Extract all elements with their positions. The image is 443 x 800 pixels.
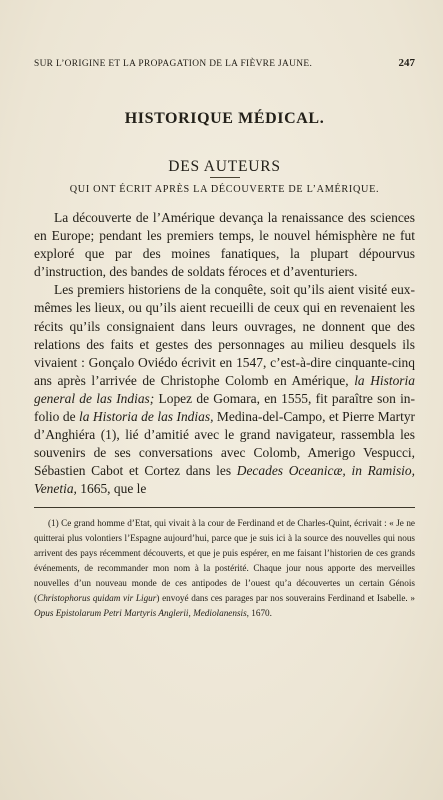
paragraph-1: La découverte de l’Amérique devança la renaissance des sciences en Europe; pendant les premiers temps, le nouvel hémisphère ne fut exploré que par des moines fanatiques, la plupart dépourvus d’instruction, des bandes de soldats féroces et d’aventuriers. — [34, 210, 415, 280]
book-title-historia-general: la Historia general de las Indias; — [34, 372, 415, 406]
section-title: HISTORIQUE MÉDICAL. — [124, 110, 325, 127]
footnote-latin-quote: Christophorus quidam vir Ligur — [37, 592, 157, 603]
book-title-decades: Decades Oceanicæ, in Ramisio, Venetia, — [34, 463, 415, 497]
paragraph-2 — [34, 281, 415, 498]
subhead-rule — [210, 177, 240, 178]
footnote — [34, 516, 415, 621]
subhead-subtitle: QUI ONT ÉCRIT APRÈS LA DÉCOUVERTE DE L’AMÉRIQUE. — [69, 184, 380, 195]
running-head — [34, 57, 415, 73]
body-text — [34, 209, 415, 499]
footnote-citation: Opus Epistolarum Petri Martyris Anglerii, Mediolanensis, — [34, 607, 249, 618]
paragraph-2-text: Les premiers historiens de la conquête, soit qu’ils aient visité eux-mêmes les lieux, ou qu’ils aient recueilli de ceux qui en revenaient les récits qu’ils consignaient dans leurs ouvrages, ne donnent que des relations des faits et gestes des personnages au milieu desquels ils vivaient : Gonçalo Oviédo écrivit en 1547, c’est-à-dire cinquante-cinq ans après l’arrivée de Christophe Colomb en Amérique, — [34, 282, 415, 388]
footnote-text — [34, 516, 415, 621]
footnote-text-part: 1670. — [248, 607, 272, 618]
subhead-title: DES AUTEURS — [168, 158, 281, 175]
running-head-title: SUR L’ORIGINE ET LA PROPAGATION DE LA FIÈVRE JAUNE. — [34, 59, 313, 69]
page-number: 247 — [398, 57, 415, 69]
footnote-text-part: ) envoyé dans ces parages par nos souverains Ferdinand et Isabelle. » — [156, 592, 415, 603]
footnote-divider — [34, 507, 415, 508]
footnote-text-part: (1) Ce grand homme d’Etat, qui vivait à la cour de Ferdinand et de Charles-Quint, écrivait : « Je ne quitterai plus volontiers l’Espagne aujourd’hui, parce que je suis ici à la source des nouvelles qui nous arrivent des pays récemment découverts, et que je puis espérer, en me faisant l’historien de ces grands événements, de recommander mon nom à la postérité. Chaque jour nous apporte des merveilles nouvelles d’un nouveau monde de ces antipodes de l’ouest qu’a découvertes un certain Génois ( — [34, 517, 415, 603]
paragraph-2-text: Medina-del-Campo, et Pierre Martyr d’Anghiéra (1), lié d’amitié avec le grand navigateur, rassembla les souvenirs de ses conversations avec Colomb, Amerigo Vespucci, Sébastien Cabot et Cortez dans les — [34, 409, 416, 479]
book-title-historia-indias: la Historia de las Indias, — [79, 409, 214, 425]
paragraph-2-text: Lopez de Gomara, en 1555, fit paraître son in-folio de — [34, 390, 415, 425]
paragraph-2-text: 1665, que le — [76, 481, 147, 497]
